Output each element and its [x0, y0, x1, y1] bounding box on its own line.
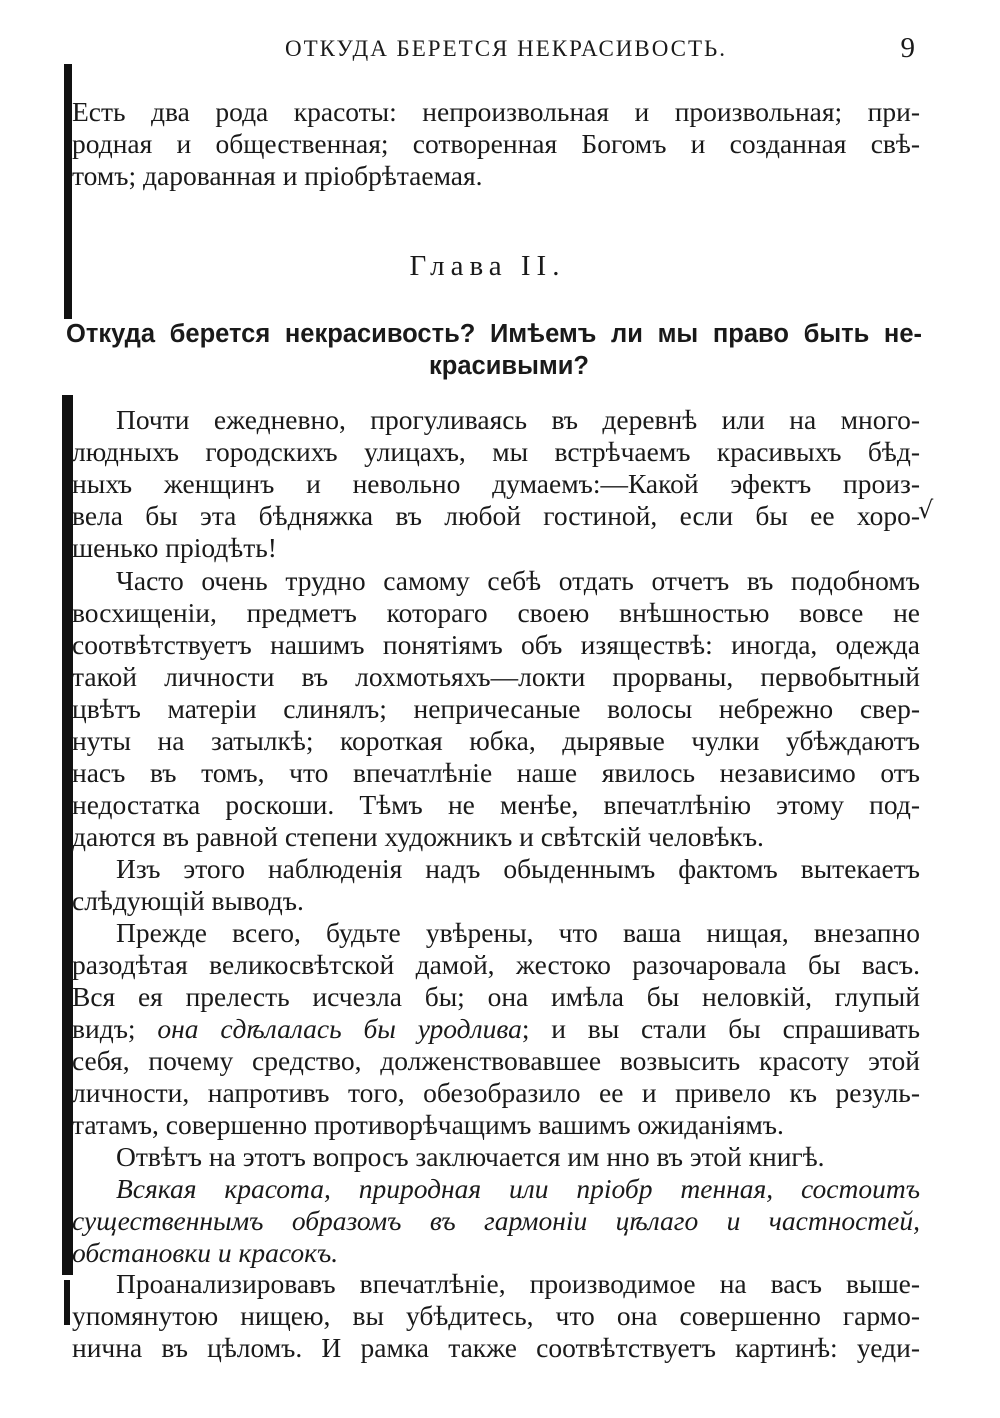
- text-line: обстановки и красокъ.: [72, 1237, 339, 1268]
- text-line: разодѣтая великосвѣтской дамой, жестоко разочаровала бы васъ.: [72, 949, 920, 980]
- text-line: Отвѣтъ на этотъ вопросъ заключается им нно въ этой книгѣ.: [116, 1141, 825, 1172]
- text-line: людныхъ городскихъ улицахъ, мы встрѣчаемъ красивыхъ бѣд-: [72, 436, 920, 467]
- text-line: Есть два рода красоты: непроизвольная и произвольная; при-: [72, 96, 920, 127]
- text-line: татамъ, совершенно противорѣчащимъ вашимъ ожиданіямъ.: [72, 1109, 784, 1140]
- paragraph-4: [72, 917, 920, 1141]
- page-number: 9: [900, 32, 915, 64]
- running-title: ОТКУДА БЕРЕТСЯ НЕКРАСИВОСТЬ.: [285, 36, 727, 61]
- text-line: восхищеніи, предметъ котораго своею внѣшностью вовсе не: [72, 597, 920, 628]
- paragraph-2: [72, 565, 920, 853]
- intro-paragraph: [72, 96, 920, 192]
- text-line: томъ; дарованная и пріобрѣтаемая.: [72, 160, 483, 191]
- text-line: Почти ежедневно, прогуливаясь въ деревнѣ или на много-: [116, 404, 920, 435]
- text-line: существеннымъ образомъ въ гармоніи цѣлаго и частностей,: [72, 1205, 920, 1236]
- text-run: видъ;: [72, 1013, 136, 1044]
- text-line: слѣдующій выводъ.: [72, 885, 304, 916]
- chapter-label: Глава II.: [409, 250, 566, 282]
- paragraph-6-italic: [72, 1173, 920, 1269]
- text-line: Прежде всего, будьте увѣрены, что ваша нищая, внезапно: [116, 917, 920, 948]
- text-line: ныхъ женщинъ и невольно думаемъ:—Какой эфектъ произ-: [72, 468, 920, 499]
- text-line: нична въ цѣломъ. И рамка также соотвѣтствуетъ картинѣ: уеди-: [72, 1332, 920, 1363]
- text-line: личности, напротивъ того, обезобразило ее и привело къ резуль-: [72, 1077, 920, 1108]
- text-line: насъ въ томъ, что впечатлѣніе наше явилось независимо отъ: [72, 757, 920, 788]
- italic-emphasis: она сдѣлалась бы уродлива: [157, 1013, 522, 1044]
- text-line: нуты на затылкѣ; короткая юбка, дырявые чулки убѣждаютъ: [72, 725, 920, 756]
- text-line: недостатка роскоши. Тѣмъ не менѣе, впечатлѣнію этому под-: [72, 789, 920, 820]
- paragraph-1: [72, 404, 920, 564]
- text-line: шенько пріодѣть!: [72, 532, 277, 563]
- text-line: Проанализировавъ впечатлѣніе, производимое на васъ выше-: [116, 1268, 920, 1299]
- text-run: ; и вы стали бы спрашивать: [521, 1013, 921, 1044]
- chapter-title-line: красивыми?: [429, 352, 589, 380]
- text-line-mixed: [72, 1013, 920, 1045]
- text-line: упомянутою нищею, вы убѣдитесь, что она совершенно гармо-: [72, 1300, 920, 1331]
- text-line: вела бы эта бѣдняжка въ любой гостиной, если бы ее хоро-: [72, 500, 920, 531]
- text-line: Изъ этого наблюденія надъ обыденнымъ фактомъ вытекаетъ: [116, 853, 920, 884]
- text-line: себя, почему средство, долженствовавшее возвысить красоту этой: [72, 1045, 920, 1076]
- margin-checkmark: √: [918, 496, 934, 524]
- text-line: Часто очень трудно самому себѣ отдать отчетъ въ подобномъ: [116, 565, 920, 596]
- running-head: [70, 32, 915, 72]
- text-line: родная и общественная; сотворенная Богомъ и созданная свѣ-: [72, 128, 920, 159]
- text-line: даются въ равной степени художникъ и свѣтскій человѣкъ.: [72, 821, 764, 852]
- chapter-title-line: Откуда берется некрасивость? Имѣемъ ли мы право быть не-: [66, 320, 922, 348]
- text-line: такой личности въ лохмотьяхъ—локти прорваны, первобытный: [72, 661, 920, 692]
- text-line: соотвѣтствуетъ нашимъ понятіямъ объ изяществѣ: иногда, одежда: [72, 629, 920, 660]
- scan-shadow-bottom: [64, 1280, 70, 1325]
- paragraph-3: [72, 853, 920, 917]
- text-line: Всякая красота, природная или пріобр тенная, состоитъ: [116, 1173, 920, 1204]
- chapter-title: [66, 318, 922, 382]
- paragraph-7: [72, 1268, 920, 1364]
- text-line: цвѣтъ матеріи слинялъ; непричесаные волосы небрежно свер-: [72, 693, 920, 724]
- paragraph-5: [72, 1141, 920, 1173]
- text-line: Вся ея прелесть исчезла бы; она имѣла бы неловкій, глупый: [72, 981, 920, 1012]
